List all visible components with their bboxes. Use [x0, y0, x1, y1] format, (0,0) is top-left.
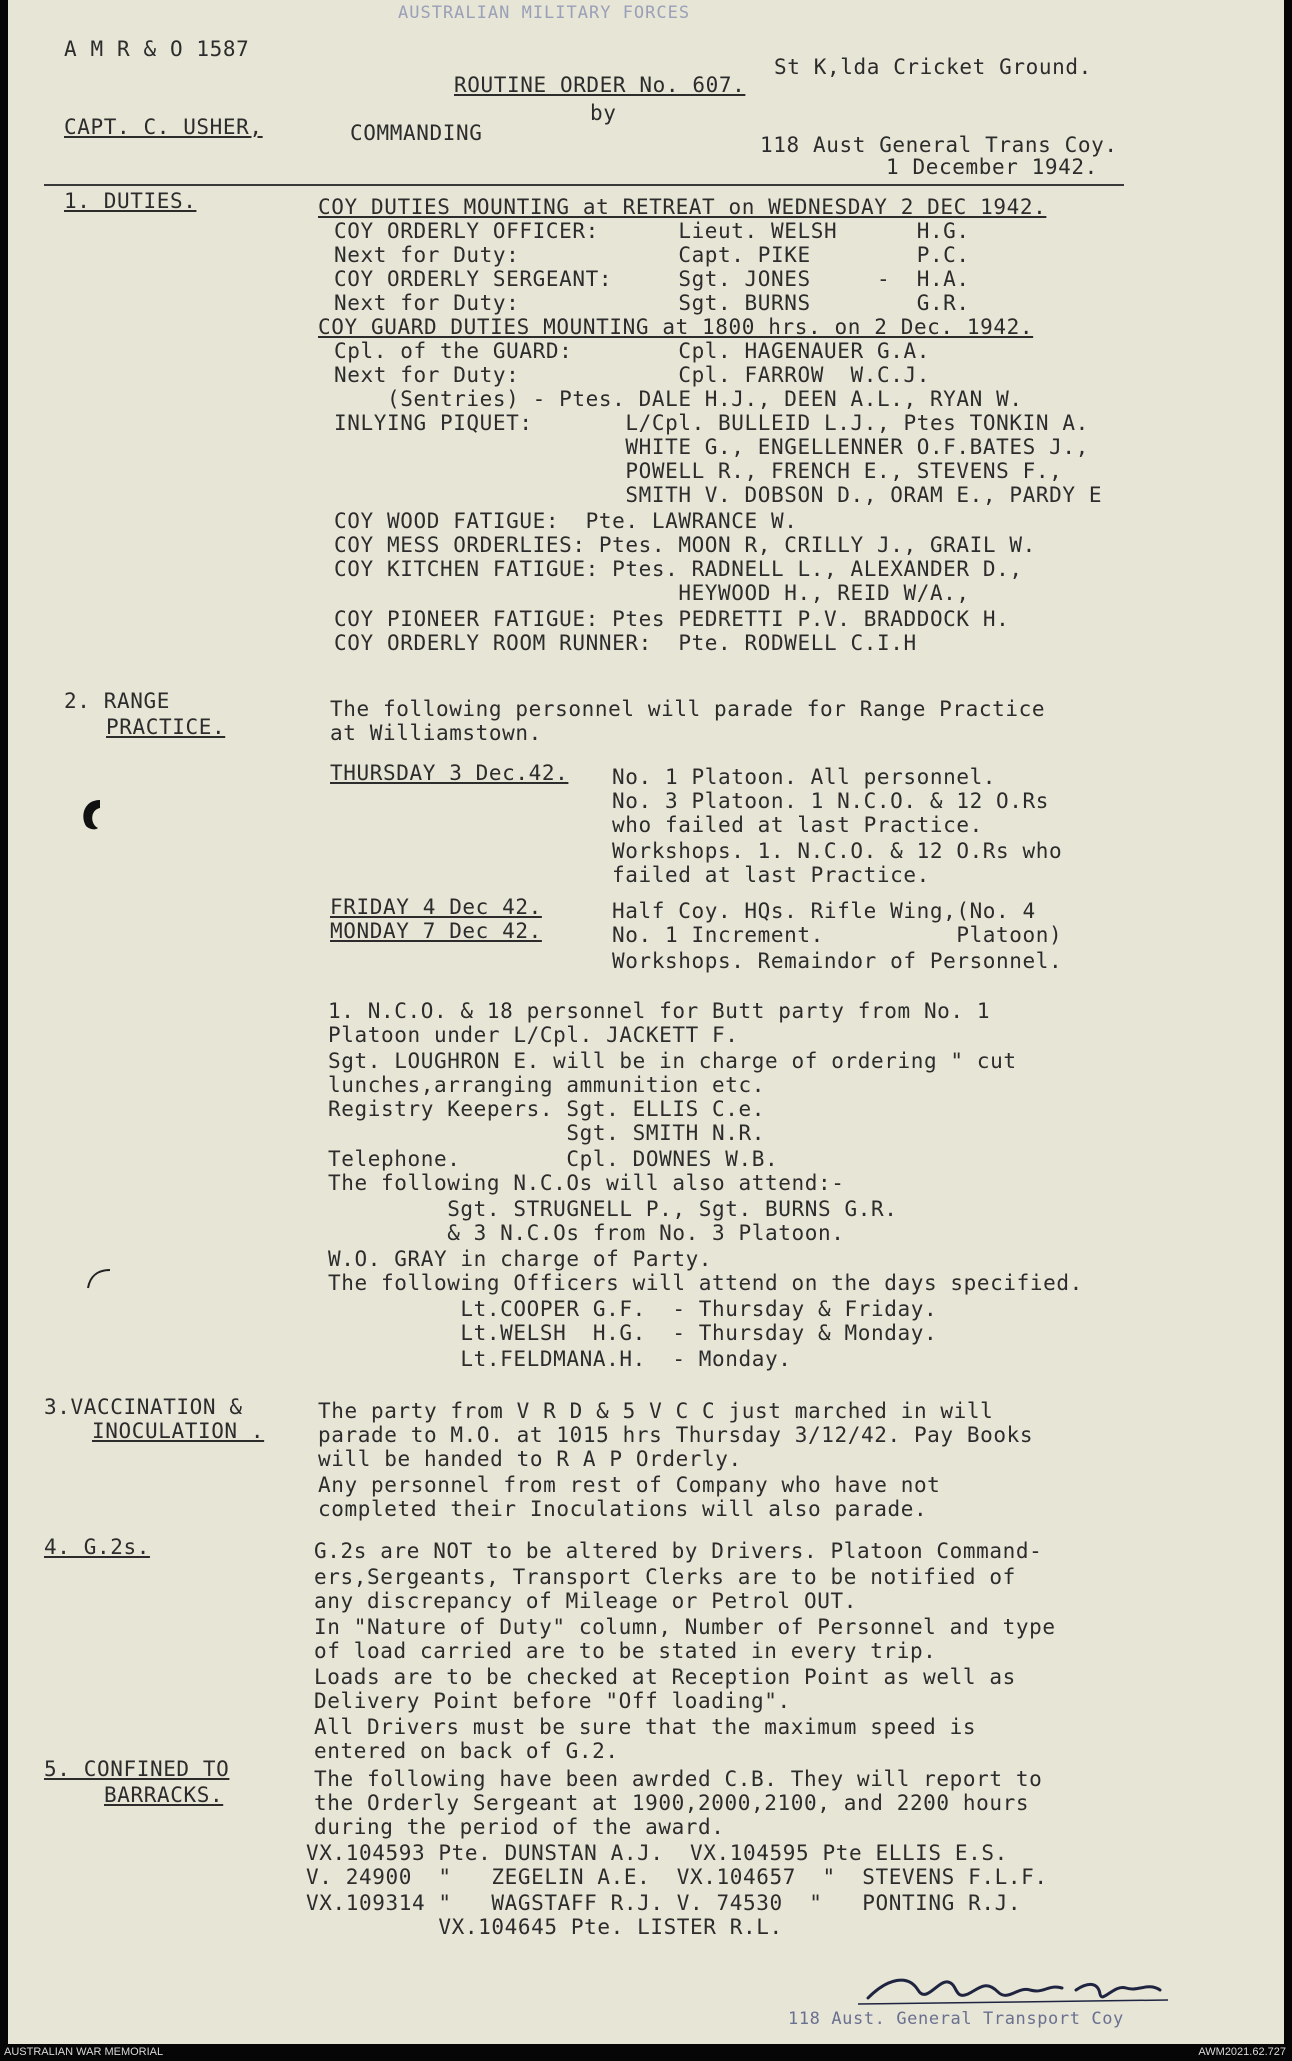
section-3-title: INOCULATION . — [92, 1419, 265, 1443]
range-line: The following Officers will attend on the days specified. — [328, 1271, 1083, 1295]
vaccination-line: will be handed to R A P Orderly. — [318, 1447, 742, 1471]
cb-line: The following have been awrded C.B. They will report to — [314, 1767, 1043, 1791]
range-line: Sgt. SMITH N.R. — [328, 1121, 766, 1145]
section-5-number: 5. CONFINED TO — [44, 1757, 230, 1781]
order-date: 1 December 1942. — [886, 155, 1098, 179]
range-line: Platoon under L/Cpl. JACKETT F. — [328, 1023, 739, 1047]
section-3-number: 3.VACCINATION & — [44, 1395, 243, 1419]
duty-line: Next for Duty: Capt. PIKE P.C. — [334, 243, 970, 267]
cb-line: VX.104593 Pte. DUNSTAN A.J. VX.104595 Pte ELLIS E.S. — [306, 1841, 1008, 1865]
duty-line: COY ORDERLY ROOM RUNNER: Pte. RODWELL C.I.H — [334, 631, 917, 655]
range-line: Telephone. Cpl. DOWNES W.B. — [328, 1147, 779, 1171]
friday-date: FRIDAY 4 Dec 42. — [330, 895, 542, 919]
range-line: Registry Keepers. Sgt. ELLIS C.e. — [328, 1097, 766, 1121]
duty-line: COY ORDERLY OFFICER: Lieut. WELSH H.G. — [334, 219, 970, 243]
unit-stamp: 118 Aust. General Transport Coy — [788, 2009, 1124, 2029]
punch-hole-upper — [72, 794, 112, 834]
duty-line: INLYING PIQUET: L/Cpl. BULLEID L.J., Ptes TONKIN A. — [334, 411, 1089, 435]
range-line: Lt.WELSH H.G. - Thursday & Monday. — [328, 1321, 938, 1345]
thursday-line: Workshops. 1. N.C.O. & 12 O.Rs who — [612, 839, 1063, 863]
g2-line: any discrepancy of Mileage or Petrol OUT. — [314, 1589, 857, 1613]
location: St K,lda Cricket Ground. — [774, 55, 1092, 79]
range-line: W.O. GRAY in charge of Party. — [328, 1247, 713, 1271]
duty-line: COY GUARD DUTIES MOUNTING at 1800 hrs. on 2 Dec. 1942. — [318, 315, 1034, 339]
commanding-label: COMMANDING — [350, 121, 483, 145]
vaccination-line: Any personnel from rest of Company who have not — [318, 1473, 941, 1497]
cb-line: VX.104645 Pte. LISTER R.L. — [306, 1915, 783, 1939]
range-intro-line: The following personnel will parade for Range Practice — [330, 697, 1046, 721]
archive-footer — [0, 2044, 1292, 2061]
thursday-line: who failed at last Practice. — [612, 813, 983, 837]
g2-line: G.2s are NOT to be altered by Drivers. Platoon Command- — [314, 1539, 1043, 1563]
duty-line: HEYWOOD H., REID W/A., — [334, 581, 970, 605]
order-by: by — [590, 101, 617, 125]
range-line: Sgt. LOUGHRON E. will be in charge of ordering " cut — [328, 1049, 1017, 1073]
thursday-line: No. 3 Platoon. 1 N.C.O. & 12 O.Rs — [612, 789, 1050, 813]
unit-name: 118 Aust General Trans Coy. — [760, 133, 1118, 157]
vaccination-line: completed their Inoculations will also parade. — [318, 1497, 928, 1521]
cb-line: during the period of the award. — [314, 1815, 725, 1839]
document-reference: A M R & O 1587 — [64, 37, 250, 61]
thursday-line: No. 1 Platoon. All personnel. — [612, 765, 997, 789]
vaccination-line: The party from V R D & 5 V C C just marched in will — [318, 1399, 994, 1423]
section-2-number: 2. RANGE — [64, 689, 170, 713]
faint-heading: AUSTRALIAN MILITARY FORCES — [398, 3, 691, 23]
section-2-title: PRACTICE. — [106, 715, 226, 739]
archive-name: AUSTRALIAN WAR MEMORIAL — [4, 2046, 164, 2058]
friday-monday-line: Half Coy. HQs. Rifle Wing,(No. 4 — [612, 899, 1036, 923]
vaccination-line: parade to M.O. at 1015 hrs Thursday 3/12/42. Pay Books — [318, 1423, 1034, 1447]
range-line: & 3 N.C.Os from No. 3 Platoon. — [328, 1221, 845, 1245]
thursday-line: failed at last Practice. — [612, 863, 930, 887]
punch-hole-lower — [78, 1266, 118, 1296]
g2-line: ers,Sergeants, Transport Clerks are to be notified of — [314, 1565, 1016, 1589]
duty-line: POWELL R., FRENCH E., STEVENS F., — [334, 459, 1063, 483]
range-line: Lt.FELDMANA.H. - Monday. — [328, 1347, 792, 1371]
section-1-title: 1. DUTIES. — [64, 189, 197, 213]
document-page — [8, 0, 1284, 2044]
duty-line: SMITH V. DOBSON D., ORAM E., PARDY E — [334, 483, 1103, 507]
range-line: 1. N.C.O. & 18 personnel for Butt party from No. 1 — [328, 999, 991, 1023]
duty-line: Next for Duty: Cpl. FARROW W.C.J. — [334, 363, 930, 387]
commander-name: CAPT. C. USHER, — [64, 115, 263, 139]
g2-line: entered on back of G.2. — [314, 1739, 619, 1763]
duty-line: COY KITCHEN FATIGUE: Ptes. RADNELL L., ALEXANDER D., — [334, 557, 1023, 581]
duty-line: COY PIONEER FATIGUE: Ptes PEDRETTI P.V. BRADDOCK H. — [334, 607, 1010, 631]
duty-line: COY MESS ORDERLIES: Ptes. MOON R, CRILLY J., GRAIL W. — [334, 533, 1036, 557]
friday-monday-line: Workshops. Remaindor of Personnel. — [612, 949, 1063, 973]
order-title: ROUTINE ORDER No. 607. — [454, 73, 746, 97]
header-divider — [44, 184, 1124, 186]
cb-line: VX.109314 " WAGSTAFF R.J. V. 74530 " PONTING R.J. — [306, 1891, 1022, 1915]
g2-line: In "Nature of Duty" column, Number of Personnel and type — [314, 1615, 1056, 1639]
friday-monday-line: No. 1 Increment. Platoon) — [612, 923, 1063, 947]
duty-line: Next for Duty: Sgt. BURNS G.R. — [334, 291, 970, 315]
duty-line: Cpl. of the GUARD: Cpl. HAGENAUER G.A. — [334, 339, 930, 363]
g2-line: All Drivers must be sure that the maximum speed is — [314, 1715, 977, 1739]
range-intro-line: at Williamstown. — [330, 721, 542, 745]
range-line: Sgt. STRUGNELL P., Sgt. BURNS G.R. — [328, 1197, 898, 1221]
g2-line: of load carried are to be stated in every trip. — [314, 1639, 937, 1663]
monday-date: MONDAY 7 Dec 42. — [330, 919, 542, 943]
section-4-title: 4. G.2s. — [44, 1535, 150, 1559]
range-line: lunches,arranging ammunition etc. — [328, 1073, 766, 1097]
duty-line: COY DUTIES MOUNTING at RETREAT on WEDNESDAY 2 DEC 1942. — [318, 195, 1047, 219]
duty-line: COY WOOD FATIGUE: Pte. LAWRANCE W. — [334, 509, 798, 533]
g2-line: Delivery Point before "Off loading". — [314, 1689, 791, 1713]
g2-line: Loads are to be checked at Reception Point as well as — [314, 1665, 1016, 1689]
thursday-date: THURSDAY 3 Dec.42. — [330, 761, 569, 785]
archive-id: AWM2021.62.727 — [1198, 2046, 1286, 2058]
cb-line: V. 24900 " ZEGELIN A.E. VX.104657 " STEVENS F.L.F. — [306, 1865, 1048, 1889]
duty-line: (Sentries) - Ptes. DALE H.J., DEEN A.L., RYAN W. — [334, 387, 1023, 411]
range-line: The following N.C.Os will also attend:- — [328, 1171, 845, 1195]
duty-line: COY ORDERLY SERGEANT: Sgt. JONES - H.A. — [334, 267, 970, 291]
range-line: Lt.COOPER G.F. - Thursday & Friday. — [328, 1297, 938, 1321]
section-5-title: BARRACKS. — [104, 1783, 224, 1807]
duty-line: WHITE G., ENGELLENNER O.F.BATES J., — [334, 435, 1089, 459]
cb-line: the Orderly Sergeant at 1900,2000,2100, and 2200 hours — [314, 1791, 1030, 1815]
